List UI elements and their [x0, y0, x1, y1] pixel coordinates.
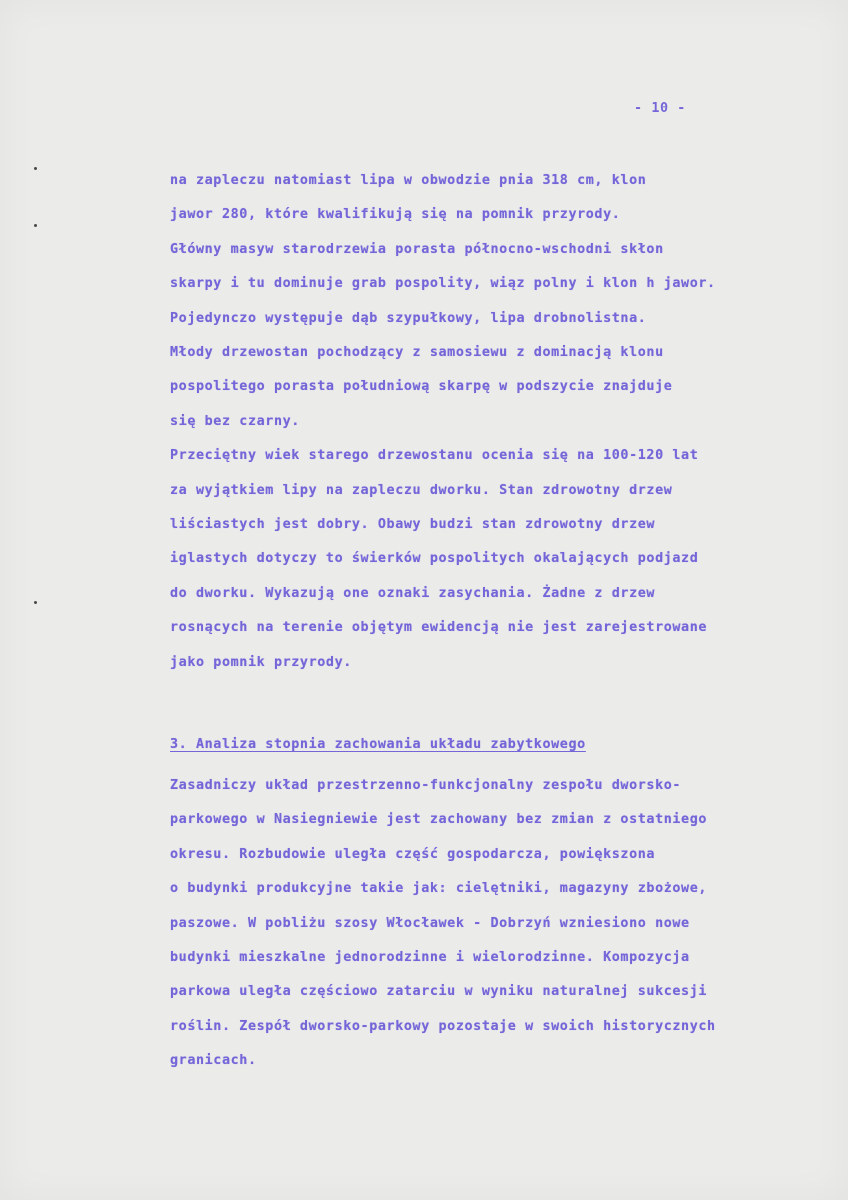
text-line: paszowe. W pobliżu szosy Włocławek - Dobrzyń wzniesiono nowe	[170, 915, 690, 931]
text-line: o budynki produkcyjne takie jak: cielętniki, magazyny zbożowe,	[170, 881, 708, 897]
text-line: rosnących na terenie objętym ewidencją nie jest zarejestrowane	[170, 620, 708, 636]
text-line: roślin. Zespół dworsko-parkowy pozostaje w swoich historycznych	[170, 1018, 716, 1034]
text-line: jawor 280, które kwalifikują się na pomnik przyrody.	[170, 207, 621, 223]
text-line: liściastych jest dobry. Obawy budzi stan zdrowotny drzew	[170, 517, 656, 532]
binding-hole-mark	[34, 601, 37, 604]
text-line: budynki mieszkalne jednorodzinne i wielorodzinne. Kompozycja	[170, 950, 690, 965]
section-heading: 3. Analiza stopnia zachowania układu zabytkowego	[170, 737, 586, 752]
text-line: Główny masyw starodrzewia porasta północno-wschodni skłon	[170, 241, 664, 257]
text-line: parkowa uległa częściowo zatarciu w wyniku naturalnej sukcesji	[170, 984, 708, 1000]
text-line: Przeciętny wiek starego drzewostanu ocenia się na 100-120 lat	[170, 448, 699, 464]
text-line: się bez czarny.	[170, 413, 300, 429]
text-line: iglastych dotyczy to świerków pospolitych okalających podjazd	[170, 551, 699, 567]
text-line: za wyjątkiem lipy na zapleczu dworku. Stan zdrowotny drzew	[170, 482, 673, 498]
page-number: - 10 -	[634, 101, 686, 116]
text-line: okresu. Rozbudowie uległa część gospodarcza, powiększona	[170, 846, 656, 862]
text-line: pospolitego porasta południową skarpę w podszycie znajduje	[170, 379, 673, 395]
text-line: na zapleczu natomiast lipa w obwodzie pnia 318 cm, klon	[170, 173, 647, 188]
text-line: granicach.	[170, 1053, 257, 1069]
text-line: jako pomnik przyrody.	[170, 654, 352, 670]
text-line: parkowego w Nasiegniewie jest zachowany bez zmian z ostatniego	[170, 812, 708, 828]
binding-hole-mark	[34, 224, 37, 227]
text-line: Młody drzewostan pochodzący z samosiewu z dominacją klonu	[170, 345, 664, 360]
binding-hole-mark	[34, 167, 37, 170]
text-line: do dworku. Wykazują one oznaki zasychania. Żadne z drzew	[170, 585, 656, 601]
text-line: Zasadniczy układ przestrzenno-funkcjonalny zespołu dworsko-	[170, 778, 682, 793]
text-line: skarpy i tu dominuje grab pospolity, wiąz polny i klon h jawor.	[170, 276, 716, 292]
text-line: Pojedynczo występuje dąb szypułkowy, lipa drobnolistna.	[170, 310, 647, 326]
